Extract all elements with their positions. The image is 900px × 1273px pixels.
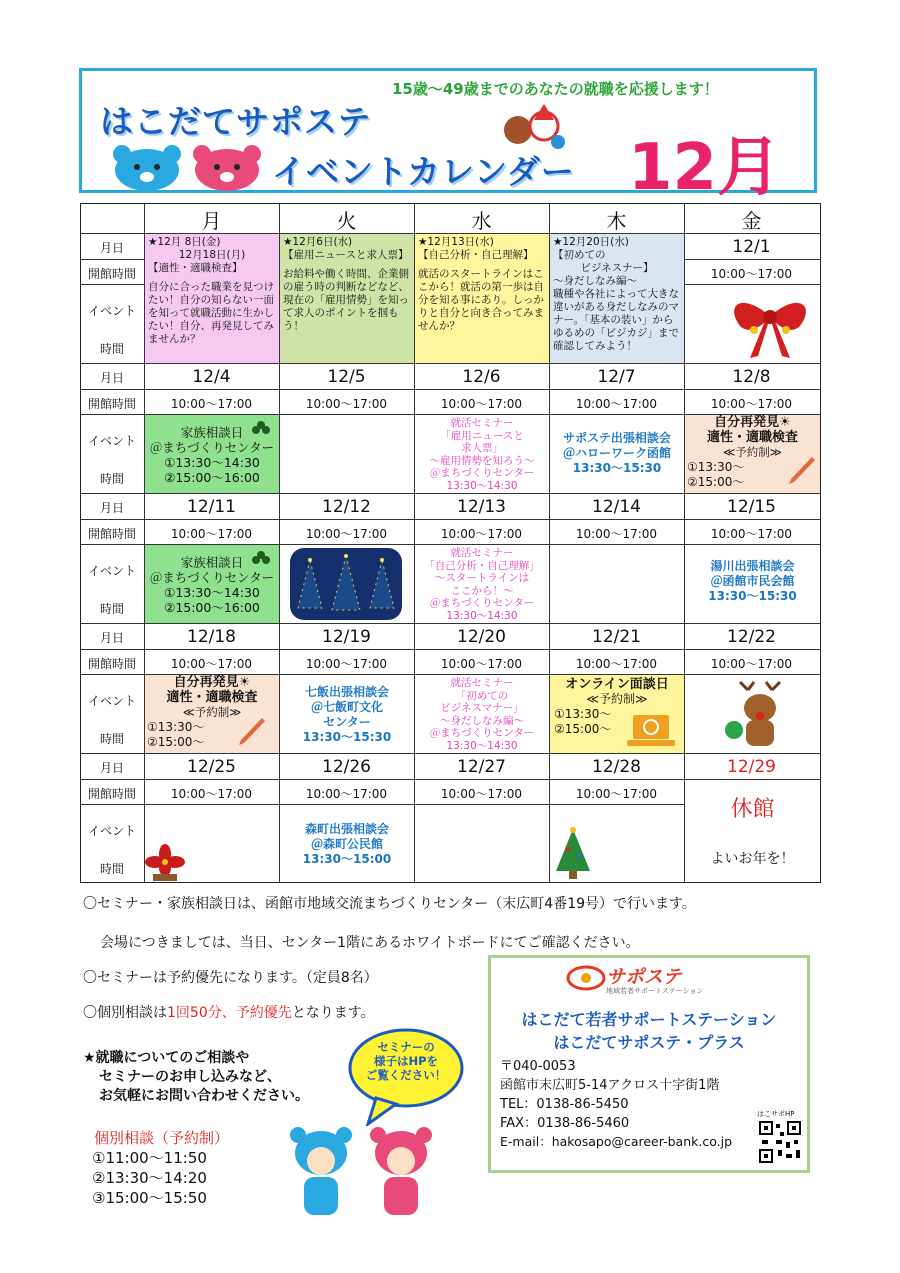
mascot-kids-icon [282, 1125, 442, 1217]
hours-fri-w1: 10:00～17:00 [710, 267, 793, 281]
label-event: イベント [87, 564, 136, 578]
closed-note: よいお年を！ [710, 851, 795, 867]
label-time: 時間 [99, 472, 124, 486]
date-cell: 12/4 [192, 367, 231, 387]
date-cell: 12/8 [732, 367, 771, 387]
date-cell: 12/15 [727, 497, 776, 517]
hours-cell: 10:00～17:00 [305, 657, 388, 671]
christmas-night-icon [290, 548, 402, 620]
title-line1: はこだてサポステ [100, 102, 372, 141]
date-cell: 12/19 [322, 627, 371, 647]
pencil-icon [786, 455, 816, 487]
label-date: 月日 [99, 501, 124, 515]
tagline: 15歳～49歳までのあなたの就職を応援します！ [392, 80, 719, 98]
event-seminar-manner: 就活セミナー 「初めての ビジネスマナー」 ～身だしなみ編～ ＠まちづくりセンター 13:30～14:30 [429, 677, 535, 752]
label-hours: 開館時間 [87, 527, 136, 541]
reindeer-icon [720, 680, 800, 750]
month-title: 12月 [628, 131, 782, 205]
date-cell: 12/22 [727, 627, 776, 647]
hours-cell: 10:00～17:00 [170, 397, 253, 411]
consult-title: 個別相談（予約制） [94, 1129, 230, 1147]
santa-reindeer-icon [498, 102, 568, 152]
label-date: 月日 [99, 631, 124, 645]
hours-cell: 10:00～17:00 [170, 657, 253, 671]
clover-icon [252, 550, 270, 568]
label-date: 月日 [99, 761, 124, 775]
hours-cell: 10:00～17:00 [305, 787, 388, 801]
notice-business-manner: ★12月20日(水) 【初めての ビジネスナー】 ～身だしなみ編～ 職種や各社によって大きな違いがある身だしなみのマナー。「基本の装い」からゆるめの「ビジカジ」まで確認してみよう！ [550, 234, 684, 363]
date-cell: 12/26 [322, 757, 371, 777]
label-hours: 開館時間 [87, 787, 136, 801]
pencil-icon [236, 716, 266, 748]
event-yunokawa: 湯川出張相談会 ＠函館市民会館 13:30～15:30 [708, 559, 797, 603]
label-event: イベント [87, 434, 136, 448]
date-cell: 12/6 [462, 367, 501, 387]
event-family-consult: 家族相談日 ＠まちづくりセンター ①13:30～14:30 ②15:00～16:00 [145, 415, 279, 493]
hours-cell: 10:00～17:00 [575, 787, 658, 801]
closed-label: 休館 [730, 797, 775, 822]
note-whiteboard: 会場につきましては、当日、センター1階にあるホワイトボードにてご確認ください。 [100, 935, 640, 951]
dow-fri: 金 [741, 209, 762, 233]
event-hellowork: サポステ出張相談会 ＠ハローワーク函館 13:30～15:30 [562, 431, 671, 475]
hours-cell: 10:00～17:00 [440, 527, 523, 541]
date-cell: 12/7 [597, 367, 636, 387]
hours-cell: 10:00～17:00 [575, 397, 658, 411]
bear-mascots-icon [108, 142, 268, 192]
note-consult: 〇個別相談は1回50分、予約優先となります。 [83, 1005, 375, 1021]
label-hours: 開館時間 [87, 397, 136, 411]
poinsettia-icon [143, 842, 187, 882]
saposute-logo-icon [566, 964, 606, 992]
title-line2: イベントカレンダー [272, 152, 575, 191]
date-cell: 12/13 [457, 497, 506, 517]
dow-tue: 火 [336, 209, 357, 233]
dow-thu: 木 [606, 209, 627, 233]
event-seminar-news: 就活セミナー 「雇用ニュースと 求人票」 ～雇用情勢を知ろう～ ＠まちづくりセンター 13:30～14:30 [429, 417, 535, 492]
hours-cell: 10:00～17:00 [170, 787, 253, 801]
hours-cell: 10:00～17:00 [305, 527, 388, 541]
note-venue: 〇セミナー・家族相談日は、函館市地域交流まちづくりセンター（末広町4番19号）で行います。 [83, 896, 696, 912]
event-aptitude-w2: 自分再発見☀ 適性・適職検査 ≪予約制≫ ①13:30～ ②15:00～ [685, 415, 820, 493]
logo-text: サポステ [606, 966, 682, 988]
notice-self-analysis: ★12月13日(水) 【自己分析・自己理解】 就活のスタートラインはここから！就活の第一歩は自分を知る事にあり。しっかりと自分と向き合ってみませんか？ [415, 234, 549, 363]
label-time: 時間 [99, 342, 124, 356]
event-online-interview: オンライン面談日 ≪予約制≫ ①13:30～ ②15:00～ [550, 675, 684, 753]
hours-cell: 10:00～17:00 [710, 657, 793, 671]
note-seminar-priority: 〇セミナーは予約優先になります。（定員8名） [83, 970, 378, 986]
qr-code-icon[interactable] [758, 1120, 802, 1164]
date-fri-w1: 12/1 [732, 237, 771, 257]
date-cell: 12/21 [592, 627, 641, 647]
christmas-tree-icon [552, 825, 594, 881]
date-cell-closed: 12/29 [727, 757, 776, 777]
notice-aptitude-test: ★12月 8日(金) 12月18日(月) 【適性・適職検査】 自分に合った職業を見つけたい！自分の知らない一面を知って就職活動に生かしたい！自分、再発見してみませんか？ [145, 234, 279, 363]
notice-employment-news: ★12月6日(水) 【雇用ニュースと求人票】 お給料や働く時間、企業側の雇う時の判断などなど、現在の「雇用情勢」を知って求人のポイントを掴もう！ [280, 234, 414, 363]
label-event: イベント [87, 824, 136, 838]
label-time: 時間 [99, 862, 124, 876]
dow-mon: 月 [201, 209, 222, 233]
event-morimachi: 森町出張相談会 ＠森町公民館 13:30～15:00 [302, 822, 392, 866]
date-cell: 12/20 [457, 627, 506, 647]
event-seminar-self: 就活セミナー 「自己分析・自己理解」 ～スタートラインは ここから！～ ＠まちづくりセンター 13:30～14:30 [424, 547, 540, 622]
date-cell: 12/14 [592, 497, 641, 517]
contact-invite: ★就職についてのご相談や セミナーのお申し込みなど、 お気軽にお問い合わせください。 [83, 1050, 309, 1104]
dow-wed: 水 [471, 209, 492, 233]
label-time: 時間 [99, 732, 124, 746]
label-date: 月日 [99, 241, 124, 255]
event-family-consult: 家族相談日 ＠まちづくりセンター ①13:30～14:30 ②15:00～16:00 [145, 545, 279, 623]
hours-cell: 10:00～17:00 [710, 527, 793, 541]
hours-cell: 10:00～17:00 [305, 397, 388, 411]
consult-times: ①11:00～11:50 ②13:30～14:20 ③15:00～15:50 [92, 1149, 207, 1207]
date-cell: 12/5 [327, 367, 366, 387]
event-nanae: 七飯出張相談会 ＠七飯町文化 センター 13:30～15:30 [302, 685, 392, 744]
date-cell: 12/28 [592, 757, 641, 777]
date-cell: 12/11 [187, 497, 236, 517]
logo-subtitle: 地域若者サポートステーション [606, 987, 704, 995]
hours-cell: 10:00～17:00 [440, 657, 523, 671]
bubble-text: セミナーの 様子はHPを ご覧ください！ [365, 1040, 447, 1082]
hours-cell: 10:00～17:00 [575, 527, 658, 541]
org-name-1: はこだて若者サポートステーション [521, 1010, 777, 1029]
date-cell: 12/25 [187, 757, 236, 777]
qr-label: はこサポHP [757, 1110, 795, 1118]
hours-cell: 10:00～17:00 [440, 787, 523, 801]
org-name-2: はこだてサポステ・プラス [553, 1033, 745, 1052]
ribbon-bow-icon [720, 286, 820, 362]
hours-cell: 10:00～17:00 [710, 397, 793, 411]
hours-cell: 10:00～17:00 [575, 657, 658, 671]
date-cell: 12/18 [187, 627, 236, 647]
label-time: 時間 [99, 602, 124, 616]
label-date: 月日 [99, 371, 124, 385]
laptop-icon [625, 713, 677, 749]
label-event: イベント [87, 304, 136, 318]
event-aptitude-w4: 自分再発見☀ 適性・適職検査 ≪予約制≫ ①13:30～ ②15:00～ [145, 675, 279, 753]
label-event: イベント [87, 694, 136, 708]
date-cell: 12/12 [322, 497, 371, 517]
clover-icon [252, 420, 270, 438]
hours-cell: 10:00～17:00 [440, 397, 523, 411]
label-hours: 開館時間 [87, 267, 136, 281]
org-email: E-mail：hakosapo@career-bank.co.jp [500, 1134, 733, 1149]
org-address: 〒040-0053 函館市末広町5-14アクロス十字街1階 TEL：0138-86-5450 FAX：0138-86-5460 [500, 1059, 720, 1131]
date-cell: 12/27 [457, 757, 506, 777]
hours-cell: 10:00～17:00 [170, 527, 253, 541]
label-hours: 開館時間 [87, 657, 136, 671]
